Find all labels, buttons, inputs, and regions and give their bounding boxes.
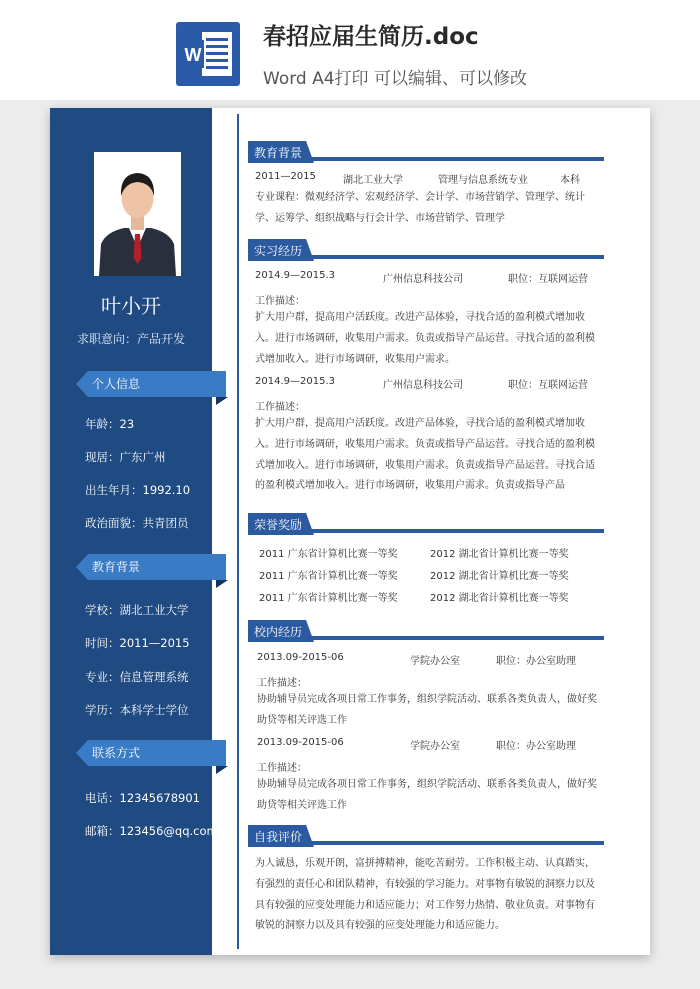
campus-period: 2013.09-2015-06 bbox=[257, 737, 344, 748]
section-education bbox=[248, 141, 606, 163]
residence: 现居：广东广州 bbox=[85, 450, 166, 464]
internship-company: 广州信息科技公司 bbox=[383, 380, 463, 391]
section-self-evaluation bbox=[248, 825, 606, 847]
candidate-name: 叶小开 bbox=[101, 294, 161, 318]
education-period: 2011—2015 bbox=[255, 171, 316, 182]
divider-line bbox=[237, 114, 239, 949]
section-personal-info bbox=[76, 371, 226, 397]
internship-position: 职位：互联网运营 bbox=[508, 380, 588, 391]
campus-position: 职位：办公室助理 bbox=[496, 741, 576, 752]
internship-desc-label: 工作描述： bbox=[255, 402, 305, 413]
internship-desc: 扩大用户群，提高用户活跃度。改进产品体验，寻找合适的盈利模式增加收入。进行市场调研，收集用户需求。负责或指导产品运营。寻找合适的盈利模式增加收入。进行市场调研，收集用户需求。 bbox=[255, 312, 595, 365]
campus-position: 职位：办公室助理 bbox=[496, 656, 576, 667]
document-subtitle: Word A4打印 可以编辑、可以修改 bbox=[263, 69, 527, 89]
section-honors-title: 荣誉奖励 bbox=[254, 518, 303, 532]
section-self-evaluation-title: 自我评价 bbox=[254, 830, 303, 844]
section-internship-title: 实习经历 bbox=[254, 244, 303, 258]
section-campus-title: 校内经历 bbox=[254, 625, 303, 639]
section-contact bbox=[76, 740, 226, 766]
education-major: 管理与信息系统专业 bbox=[438, 175, 528, 186]
section-internship bbox=[248, 239, 606, 261]
internship-position: 职位：互联网运营 bbox=[508, 274, 588, 285]
internship-period: 2014.9—2015.3 bbox=[255, 376, 335, 387]
svg-text:W: W bbox=[184, 45, 202, 65]
honor-item: 2011 广东省计算机比赛一等奖 bbox=[259, 549, 398, 560]
section-education-title: 教育背景 bbox=[254, 146, 303, 160]
campus-desc: 协助辅导员完成各项日常工作事务，组织学院活动、联系各类负责人，做好奖助贷等相关评选工作 bbox=[257, 694, 597, 726]
section-contact-title: 联系方式 bbox=[92, 746, 141, 760]
internship-period: 2014.9—2015.3 bbox=[255, 270, 335, 281]
campus-period: 2013.09-2015-06 bbox=[257, 652, 344, 663]
word-icon bbox=[176, 22, 240, 86]
section-campus bbox=[248, 620, 606, 642]
political-status: 政治面貌：共青团员 bbox=[85, 516, 189, 530]
sidebar bbox=[50, 108, 218, 955]
honor-item: 2011 广东省计算机比赛一等奖 bbox=[259, 593, 398, 604]
internship-desc-label: 工作描述： bbox=[255, 296, 305, 307]
edu-school: 学校：湖北工业大学 bbox=[85, 603, 189, 617]
campus-org: 学院办公室 bbox=[410, 741, 460, 752]
self-evaluation-text: 为人诚恳，乐观开朗，富拼搏精神，能吃苦耐劳。工作积极主动、认真踏实，有强烈的责任心和团队精神，有较强的学习能力。对事物有敏锐的洞察力以及具有较强的应变处理能力和适应能力；对工作努力热情、敬业负责。对事物有敏锐的洞察力以及具有较强的应变处理能力和适应能力。 bbox=[255, 858, 595, 932]
edu-period: 时间：2011—2015 bbox=[85, 636, 190, 650]
age: 年龄：23 bbox=[85, 417, 135, 431]
campus-desc-label: 工作描述： bbox=[257, 678, 307, 689]
resume-page bbox=[50, 108, 650, 955]
section-honors bbox=[248, 513, 606, 535]
profile-photo bbox=[94, 152, 181, 276]
birth-date: 出生年月：1992.10 bbox=[85, 483, 191, 497]
edu-major: 专业：信息管理系统 bbox=[85, 670, 189, 684]
education-courses: 专业课程：微观经济学、宏观经济学、会计学、市场营销学、管理学、统计学、运筹学、组织战略与行会计学、市场营销学、管理学 bbox=[255, 192, 585, 224]
document-title: 春招应届生简历.doc bbox=[263, 24, 479, 50]
education-degree: 本科 bbox=[560, 175, 580, 186]
honor-item: 2012 湖北省计算机比赛一等奖 bbox=[430, 549, 569, 560]
document-banner bbox=[0, 0, 700, 100]
email: 邮箱：123456@qq.com bbox=[85, 824, 218, 838]
section-education-side bbox=[76, 554, 226, 580]
campus-desc-label: 工作描述： bbox=[257, 763, 307, 774]
section-personal-info-title: 个人信息 bbox=[92, 377, 141, 391]
honor-item: 2012 湖北省计算机比赛一等奖 bbox=[430, 571, 569, 582]
internship-desc: 扩大用户群，提高用户活跃度。改进产品体验，寻找合适的盈利模式增加收入。进行市场调研，收集用户需求。负责或指导产品运营。寻找合适的盈利模式增加收入。进行市场调研，收集用户需求。负责或指导产品运营。寻找合适的盈利模式增加收入。进行市场调研，收集用户需求。负责或指导产品 bbox=[255, 418, 595, 492]
job-intent: 求职意向：产品开发 bbox=[76, 332, 185, 346]
section-education-side-title: 教育背景 bbox=[92, 560, 141, 574]
campus-org: 学院办公室 bbox=[410, 656, 460, 667]
honor-item: 2011 广东省计算机比赛一等奖 bbox=[259, 571, 398, 582]
phone: 电话：12345678901 bbox=[85, 791, 200, 805]
education-school: 湖北工业大学 bbox=[343, 175, 403, 186]
internship-company: 广州信息科技公司 bbox=[383, 274, 463, 285]
honor-item: 2012 湖北省计算机比赛一等奖 bbox=[430, 593, 569, 604]
edu-degree: 学历：本科学士学位 bbox=[85, 703, 189, 717]
campus-desc: 协助辅导员完成各项日常工作事务，组织学院活动、联系各类负责人，做好奖助贷等相关评选工作 bbox=[257, 779, 597, 811]
